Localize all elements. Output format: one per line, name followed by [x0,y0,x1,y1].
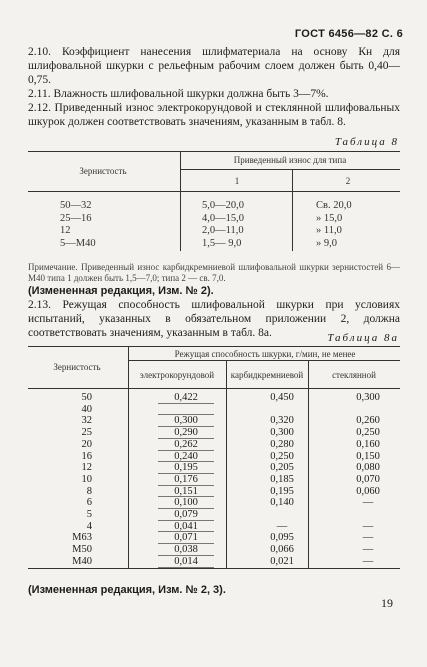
table8a-cell-a: 0,038 [174,544,198,556]
table8a-cell-b: 0,095 [270,532,294,544]
table8-grain-cell: 5—М40 [60,237,96,249]
table8a-sub-rule [128,360,400,361]
table8a-cell-b: 0,195 [270,485,294,497]
table8a-head-rule [28,388,400,389]
table8a-cell-b: 0,140 [270,497,294,509]
paragraph-2-10: 2.10. Коэффициент нанесения шлифматериала на основу Кн для шлифовальной шкурки с рельефным рабочим слоем должен быть 0,40—0,75. [28,46,400,86]
table8a-cell-b: 0,185 [270,473,294,485]
table8a-cell-g: М40 [72,555,92,567]
table8a-cell-b: — [276,520,288,532]
table8a-cell-g: 50 [81,392,92,403]
table8a-col-grain: Зернистость [53,362,101,372]
table8a-cell-c: 0,300 [356,392,380,403]
table8a-cell-g: 16 [81,450,92,462]
table8a-cell-b: 0,066 [270,544,294,556]
table8a-cell-c: — [362,497,374,509]
table8a-cell-a: 0,041 [174,520,198,532]
table8a-cell-g: 5 [86,509,92,520]
table8-type2-cell: » 11,0 [316,225,342,236]
table8-grain-cell: 50—32 [60,200,92,211]
table8a-cell-c: — [362,555,374,567]
table8a-cell-b: 0,280 [270,438,294,450]
table8a-cell-g: 8 [86,485,92,497]
table8a-cell-b: 0,300 [270,427,294,439]
table8-top-rule [28,151,400,152]
table8a-bottom-rule [28,568,400,569]
table8a-top-rule [28,346,400,347]
table8a-cell-a: 0,422 [174,392,198,403]
table8a-cell-g: 25 [81,427,92,439]
table8a-cell-a: 0,151 [174,485,198,497]
table8a-cell-g: 32 [81,415,92,427]
table8-grain-column [60,200,96,250]
amendment-note-1 [28,285,400,299]
table8a-cell-a: 0,262 [174,438,198,450]
table8-grain-cell: 25—16 [60,212,92,224]
table8-head-rule [28,191,400,192]
table8a-vrule-2 [226,360,227,568]
table8a-row-rule [158,403,214,404]
page-header: ГОСТ 6456—82 С. 6 [294,28,403,40]
table8-col-group: Приведенный износ для типа [233,155,347,165]
table8a-cell-a: 0,290 [174,427,198,439]
table8a-cell-b: 0,250 [270,450,294,462]
table8a-cell-g: М50 [72,544,92,556]
table8-vrule-2 [292,169,293,251]
paragraph-2-11: 2.11. Влажность шлифовальной шкурки должна быть 3—7%. [28,88,329,100]
table8-sub-rule [180,169,400,170]
table8-caption: Таблица 8 [334,136,399,148]
table8a-col-glass: стеклянной [332,370,376,380]
table8-type2-column [316,200,352,250]
table8-col-type1: 1 [234,176,240,186]
table8-type2-cell: » 15,0 [316,212,343,224]
table8a-cell-b: 0,320 [270,415,294,427]
amendment-note-2 [28,584,400,598]
table8a-cell-b: 0,450 [270,392,294,403]
table8a-cell-a: 0,300 [174,415,198,427]
table8a-cell-b: 0,205 [270,462,294,474]
table8a-cell-a: 0,195 [174,462,198,474]
table8a-cell-c: — [362,520,374,532]
table8a-cell-a: 0,071 [174,532,198,544]
table8a-cell-c: — [362,532,374,544]
paragraph-2-13: 2.13. Режущая способность шлифовальной шкурки при условиях испытаний, указанных в обязательном приложении 2, должна соответствовать значениям, указанным в табл. 8а. [28,299,400,339]
table8a-row-rule [158,567,214,568]
table8a-cell-g: М63 [72,532,92,544]
table8-vrule-1 [180,151,181,251]
table8-type1-column [202,200,244,250]
table8-type1-cell: 1,5— 9,0 [202,237,242,249]
amendment-text-2: (Измененная редакция, Изм. № 2, 3). [28,584,226,596]
table8a-vrule-1 [128,346,129,568]
table8a-cell-a: 0,100 [174,497,198,509]
amendment-text-1: (Измененная редакция, Изм. № 2). [28,285,214,297]
table8-type1-cell: 4,0—15,0 [202,212,244,224]
table8-grain-cell: 12 [60,225,71,236]
table8-type1-cell: 5,0—20,0 [202,200,244,211]
table8-type2-cell: » 9,0 [316,237,337,249]
table8a-cell-a: 0,240 [174,450,198,462]
table8a-col-group: Режущая способность шкурки, г/мин, не менее [174,349,356,359]
table8a-cell-a: 0,014 [174,555,198,567]
table8-type1-cell: 2,0—11,0 [202,225,244,236]
table8a-cell-a: 0,079 [174,509,198,520]
paragraph-2-12: 2.12. Приведенный износ электрокорундовой и стеклянной шлифовальных шкурок должен соответствовать значениям, указанным в табл. 8. [28,102,400,128]
table8a-col-silicon-carbide: карбидкремниевой [230,370,304,380]
table8a-cell-g: 6 [86,497,92,509]
table8a-cell-c: 0,080 [356,462,380,474]
table8a-caption: Таблица 8а [327,332,399,344]
table8a-cell-g: 40 [81,403,92,415]
table8a-col-electrocorundum: электрокорундовой [139,370,215,380]
table8a-cell-c: — [362,544,374,556]
table8a-cell-c: 0,070 [356,473,380,485]
table8a-cell-g: 20 [81,438,92,450]
page-number: 19 [381,596,393,610]
table8a-cell-a: 0,176 [174,473,198,485]
table8-col-type2: 2 [345,176,351,186]
table8a-cell-c: 0,160 [356,438,380,450]
table8a-cell-c: 0,060 [356,485,380,497]
table8-type2-cell: Св. 20,0 [316,200,352,211]
table8a-cell-g: 12 [81,462,92,474]
table8a-cell-c: 0,260 [356,415,380,427]
table8a-cell-c: 0,250 [356,427,380,439]
table8-note: Примечание. Приведенный износ карбидкремниевой шлифовальной шкурки зернистостей 6—М40 типа 1 должен быть 1,5—7,0; типа 2 — св. 7,0. [28,262,400,283]
table8a-cell-g: 4 [86,520,92,532]
table8-col-grain: Зернистость [79,166,127,176]
table8a-cell-g: 10 [81,473,92,485]
table8a-cell-c: 0,150 [356,450,380,462]
table8a-cell-b: 0,021 [270,555,294,567]
